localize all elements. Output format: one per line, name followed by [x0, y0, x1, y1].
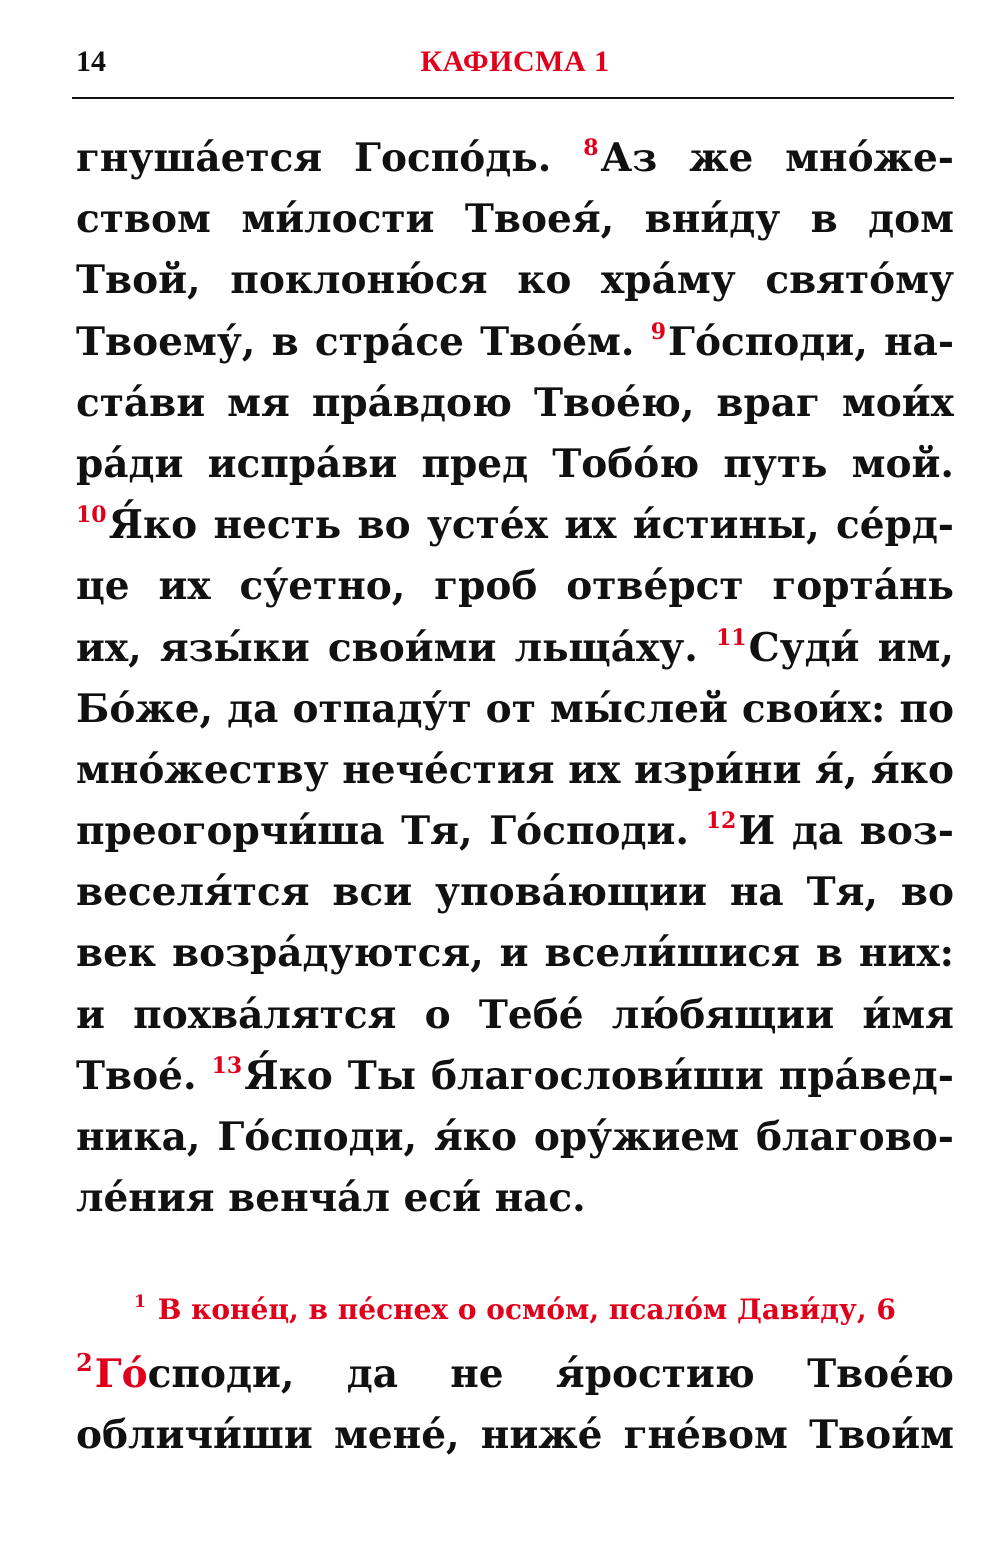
verse-number: 13: [211, 1052, 243, 1079]
heading-verse-number: 1: [134, 1292, 146, 1312]
text-line: [76, 618, 954, 679]
text-line: [76, 740, 954, 801]
text-line: [76, 923, 954, 984]
verse-number: 2: [76, 1348, 93, 1377]
verse-text: Суди́ им,: [748, 624, 954, 671]
text-line: [76, 1168, 954, 1229]
verse-number: 11: [715, 624, 747, 651]
verse-text: Твое́.: [76, 1052, 212, 1099]
text-line: [76, 679, 954, 740]
verse-text: И да воз-: [738, 808, 954, 855]
verse-text: и похва́лятся о Тебе́ лю́бящии и́мя: [76, 991, 954, 1038]
verse-text: Го́споди, на-: [668, 318, 954, 365]
header-divider: [72, 97, 954, 99]
text-line: [76, 1107, 954, 1168]
verse-text: ле́ния венча́л еси́ нас.: [76, 1175, 586, 1222]
text-line: [76, 862, 954, 923]
text-line: [76, 312, 954, 373]
verse-text: Я́ко несть во усте́х их и́стины, се́рд-: [108, 502, 954, 549]
verse-text: ника, Го́споди, я́ко ору́жием благово-: [76, 1114, 954, 1160]
verse-text: ста́ви мя пра́вдою Твое́ю, враг мои́х: [76, 379, 954, 426]
text-line: [76, 985, 954, 1046]
initial-letters: Го́: [94, 1351, 148, 1397]
page-number: 14: [76, 45, 106, 78]
verse-number: 12: [705, 808, 737, 835]
verse-number: 9: [650, 318, 667, 345]
verse-text: гнуша́ется Госпо́дь.: [76, 135, 584, 181]
text-line: [76, 495, 954, 556]
verse-text: обличи́ши мене́, ниже́ гне́вом Твои́м: [76, 1412, 954, 1459]
verse-number: 8: [583, 135, 599, 161]
text-line: [76, 250, 954, 311]
verse-text: век возра́дуются, и всели́шися в них:: [76, 930, 954, 977]
verse-text: ством ми́лости Твоея́, вни́ду в дом: [76, 196, 954, 243]
verse-text: Я́ко Ты благослови́ши пра́вед-: [244, 1052, 954, 1099]
verse-text: ра́ди испра́ви пред Тобо́ю путь мой.: [76, 440, 954, 487]
verse-text: веселя́тся вси упова́ющии на Тя, во: [76, 869, 954, 916]
psalm-6-heading: [76, 1282, 954, 1338]
text-line: [76, 128, 954, 189]
psalm-6-text: [76, 1344, 954, 1466]
text-line: [76, 373, 954, 434]
text-line: [76, 1405, 954, 1466]
running-head: [76, 44, 954, 84]
text-line: [76, 1046, 954, 1107]
verse-text: споди, да не я́ростию Твое́ю: [147, 1351, 954, 1397]
verse-text: их, язы́ки свои́ми льща́ху.: [76, 624, 716, 671]
verse-text: Твоему́, в стра́се Твое́м.: [76, 318, 651, 365]
text-line: [76, 1344, 954, 1405]
verse-text: Твой, поклоню́ся ко хра́му свято́му: [76, 257, 954, 304]
psalm-heading-line: [76, 1282, 954, 1338]
verse-number: 10: [76, 502, 107, 529]
text-line: [76, 434, 954, 495]
psalm-5-text: [76, 128, 954, 1229]
verse-text: Бо́же, да отпаду́т от мы́слей свои́х: по: [76, 685, 954, 732]
verse-text: Аз же мно́же-: [600, 135, 954, 181]
text-line: [76, 556, 954, 617]
heading-text: В коне́ц, в пе́снех о осмо́м, псало́м Дави́ду, 6: [157, 1293, 896, 1326]
verse-text: мно́жеству нече́стия их изри́ни я́, я́ко: [76, 746, 954, 793]
verse-text: преогорчи́ша Тя, Го́споди.: [76, 808, 706, 855]
text-line: [76, 189, 954, 250]
kathisma-title: КАФИСМА 1: [420, 45, 610, 78]
text-line: [76, 801, 954, 862]
verse-text: це их су́етно, гроб отве́рст горта́нь: [76, 563, 954, 610]
